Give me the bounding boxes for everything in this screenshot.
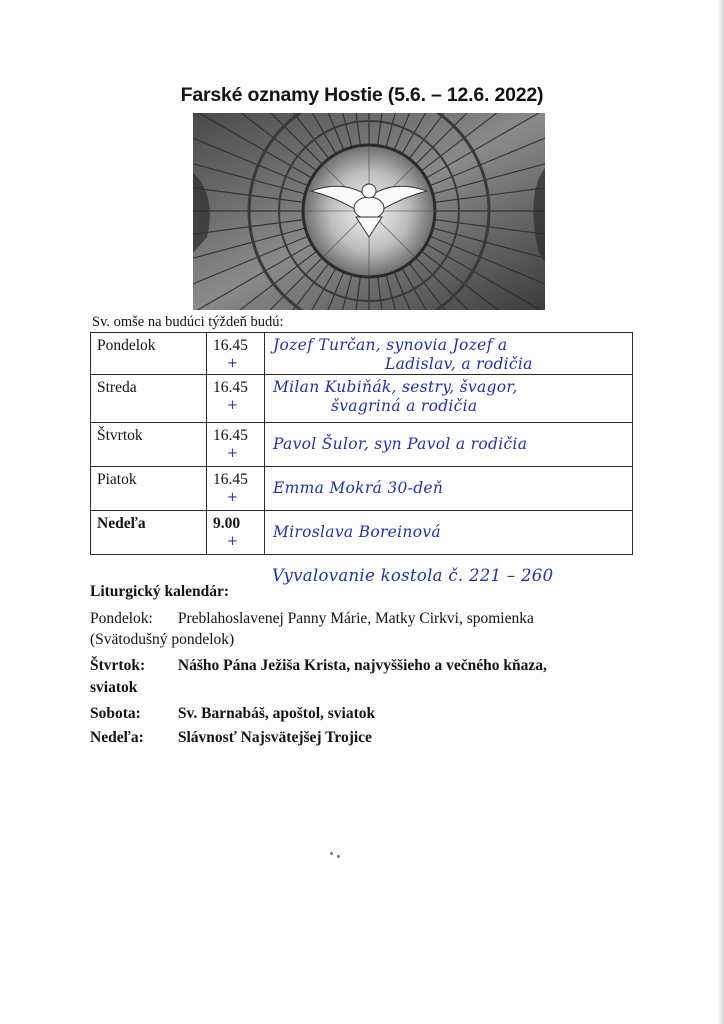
- mass-time: 9.00: [213, 515, 241, 532]
- liturgy-entry-saturday: Sobota: Sv. Barnabáš, apoštol, sviatok: [90, 705, 376, 722]
- page-title: Farské oznamy Hostie (5.6. – 12.6. 2022): [180, 84, 544, 106]
- intention-line: švagriná a rodičia: [331, 397, 478, 415]
- mass-schedule-table: [90, 332, 633, 555]
- mass-intention: [265, 423, 633, 467]
- intention-line: Jozef Turčan, synovia Jozef a: [273, 336, 508, 354]
- mass-row: [91, 333, 633, 375]
- liturgy-entry-monday: Pondelok: Preblahoslavenej Panny Márie, Matky Cirkvi, spomienka: [90, 610, 534, 627]
- mass-time: 16.45: [213, 379, 248, 396]
- mass-intention: [265, 467, 633, 511]
- scan-speck: [337, 855, 340, 858]
- cross-mark: +: [227, 398, 238, 413]
- mass-time-cell: [207, 467, 265, 511]
- mass-intention: [265, 375, 633, 423]
- liturgy-entry-thursday: Štvrtok: Nášho Pána Ježiša Krista, najvyššieho a večného kňaza,: [90, 657, 547, 674]
- mass-day: Pondelok: [91, 333, 207, 375]
- mass-intention: [265, 511, 633, 555]
- mass-time-cell: [207, 333, 265, 375]
- mass-row: [91, 375, 633, 423]
- mass-time-cell: [207, 423, 265, 467]
- mass-time-cell: [207, 511, 265, 555]
- handwritten-note: Vyvalovanie kostola č. 221 – 260: [272, 566, 554, 585]
- mass-day: Nedeľa: [91, 511, 207, 555]
- cross-mark: +: [227, 534, 238, 549]
- page-edge: [718, 0, 724, 1024]
- mass-row: [91, 423, 633, 467]
- scan-speck: [330, 852, 333, 855]
- mass-time-cell: [207, 375, 265, 423]
- mass-intention: [265, 333, 633, 375]
- liturgy-entry-monday-note: (Svätodušný pondelok): [90, 631, 235, 648]
- masses-intro: Sv. omše na budúci týždeň budú:: [92, 314, 284, 330]
- intention-line: Miroslava Boreinová: [273, 523, 441, 541]
- cross-mark: +: [227, 490, 238, 505]
- mass-day: Piatok: [91, 467, 207, 511]
- mass-row: [91, 467, 633, 511]
- intention-line: Pavol Šulor, syn Pavol a rodičia: [273, 435, 528, 453]
- liturgy-heading: Liturgický kalendár:: [90, 583, 230, 600]
- cross-mark: +: [227, 356, 238, 371]
- intention-line: Milan Kubiňák, sestry, švagor,: [273, 378, 518, 396]
- intention-line: Emma Mokrá 30-deň: [273, 479, 444, 497]
- cross-mark: +: [227, 446, 238, 461]
- stained-glass-image: [193, 113, 545, 310]
- mass-time: 16.45: [213, 427, 248, 444]
- intention-line: Ladislav, a rodičia: [385, 355, 533, 373]
- liturgy-entry-sunday: Nedeľa: Slávnosť Najsvätejšej Trojice: [90, 729, 372, 746]
- mass-row: [91, 511, 633, 555]
- mass-time: 16.45: [213, 471, 248, 488]
- liturgy-entry-thursday-note: sviatok: [90, 679, 138, 696]
- dove-window-illustration: [193, 113, 545, 310]
- mass-time: 16.45: [213, 337, 248, 354]
- mass-day: Štvrtok: [91, 423, 207, 467]
- mass-day: Streda: [91, 375, 207, 423]
